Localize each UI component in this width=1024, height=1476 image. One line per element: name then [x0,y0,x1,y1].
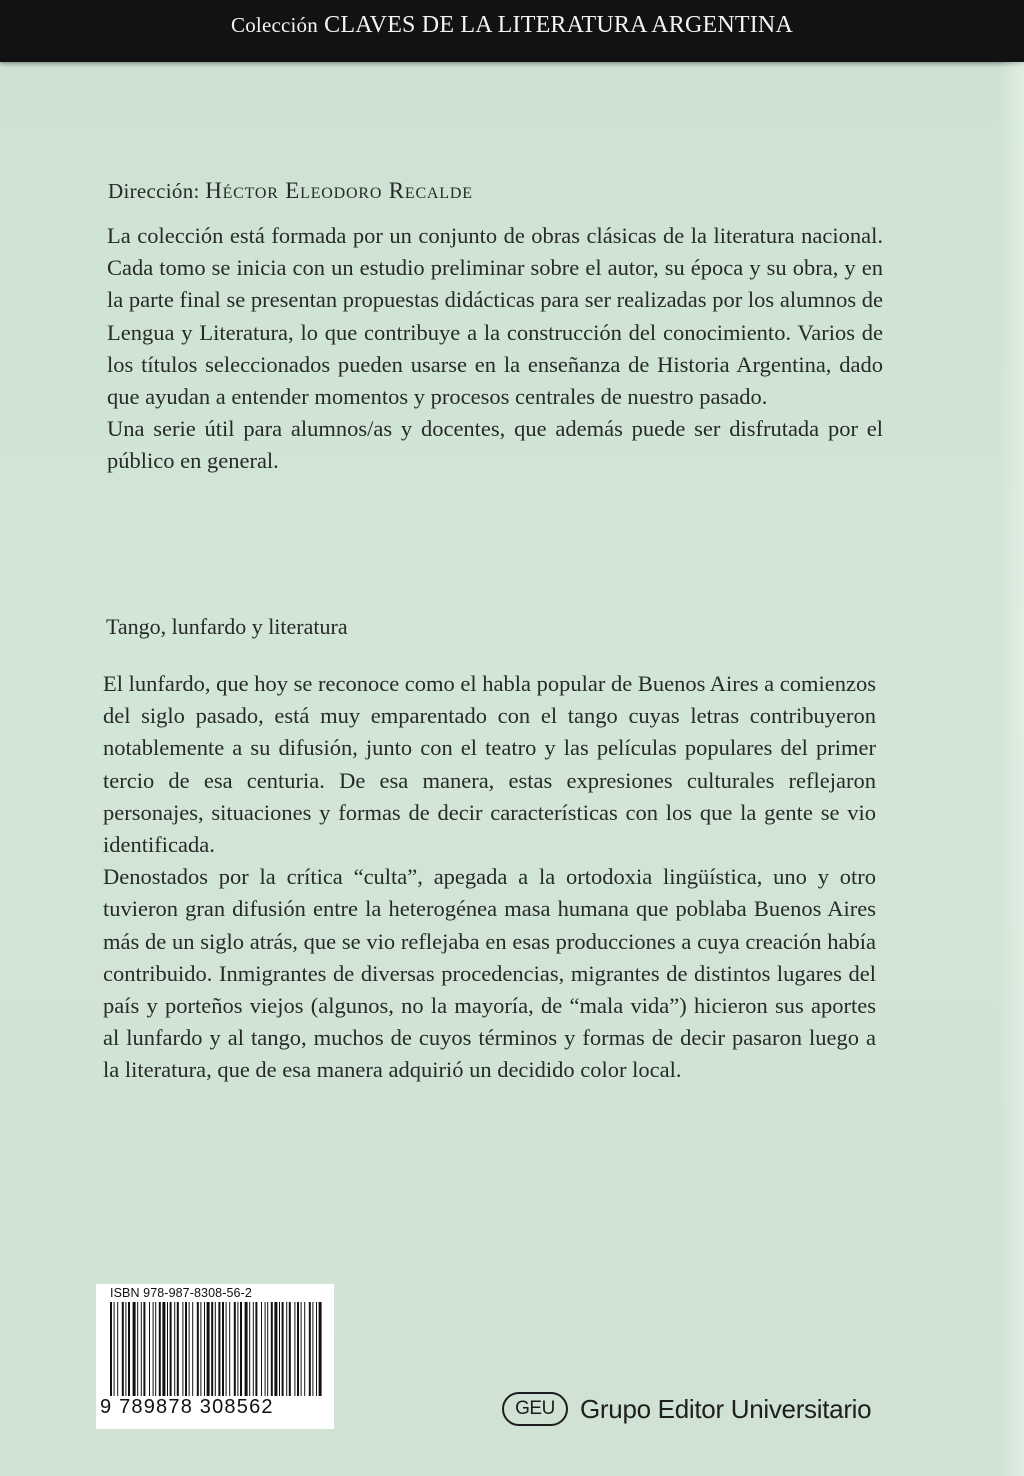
isbn-label: ISBN 978-987-8308-56-2 [110,1286,252,1300]
director-name: Héctor Eleodoro Recalde [205,178,473,203]
book-synopsis [103,668,876,1087]
barcode-digits: 9 789878 308562 [100,1396,274,1418]
series-prefix: Colección [231,13,318,37]
direction-label: Dirección: [108,179,200,203]
series-name: CLAVES DE LA LITERATURA ARGENTINA [324,12,793,38]
publisher-block [502,1389,871,1429]
synopsis-paragraph: El lunfardo, que hoy se reconoce como el habla popular de Buenos Aires a comienzos del siglo pasado, está muy emparentado con el tango cuyas letras contribuyeron notablemente a su difusión, junto con el teatro y las películas populares del primer tercio de esa centuria. De esa manera, estas expresiones culturales reflejaron personajes, situaciones y formas de decir características con los que la gente se vio identificada. [103,671,876,858]
publisher-logo: GEU [502,1392,568,1426]
collection-description [107,220,883,478]
direction-line [108,178,898,204]
book-title: Tango, lunfardo y literatura [106,614,348,639]
publisher-name: Grupo Editor Universitario [580,1393,872,1424]
cover-edge-highlight [998,62,1024,1476]
series-header-band [0,0,1024,62]
barcode-bars [110,1302,322,1396]
synopsis-paragraph: Denostados por la crítica “culta”, apegada a la ortodoxia lingüística, uno y otro tuvieron gran difusión entre la heterogénea masa humana que poblaba Buenos Aires más de un siglo atrás, que se vio reflejaba en esas producciones a cuya creación había contribuido. Inmigrantes de diversas procedencias, migrantes de distintos lugares del país y porteños viejos (algunos, no la mayoría, de “mala vida”) hicieron sus aportes al lunfardo y al tango, muchos de cuyos términos y formas de decir pasaron luego a la literatura, que de esa manera adquirió un decidido color local. [103,864,876,1083]
collection-paragraph: Una serie útil para alumnos/as y docentes, que además puede ser disfrutada por el público en general. [107,416,883,474]
series-title [0,12,1024,39]
collection-paragraph: La colección está formada por un conjunto de obras clásicas de la literatura nacional. Cada tomo se inicia con un estudio preliminar sobre el autor, su época y su obra, y en la parte final se presentan propuestas didácticas para ser realizadas por los alumnos de Lengua y Literatura, lo que contribuye a la construcción del conocimiento. Varios de los títulos seleccionados pueden usarse en la enseñanza de Historia Argentina, dado que ayudan a entender momentos y procesos centrales de nuestro pasado. [107,223,883,410]
barcode-panel [96,1284,334,1429]
